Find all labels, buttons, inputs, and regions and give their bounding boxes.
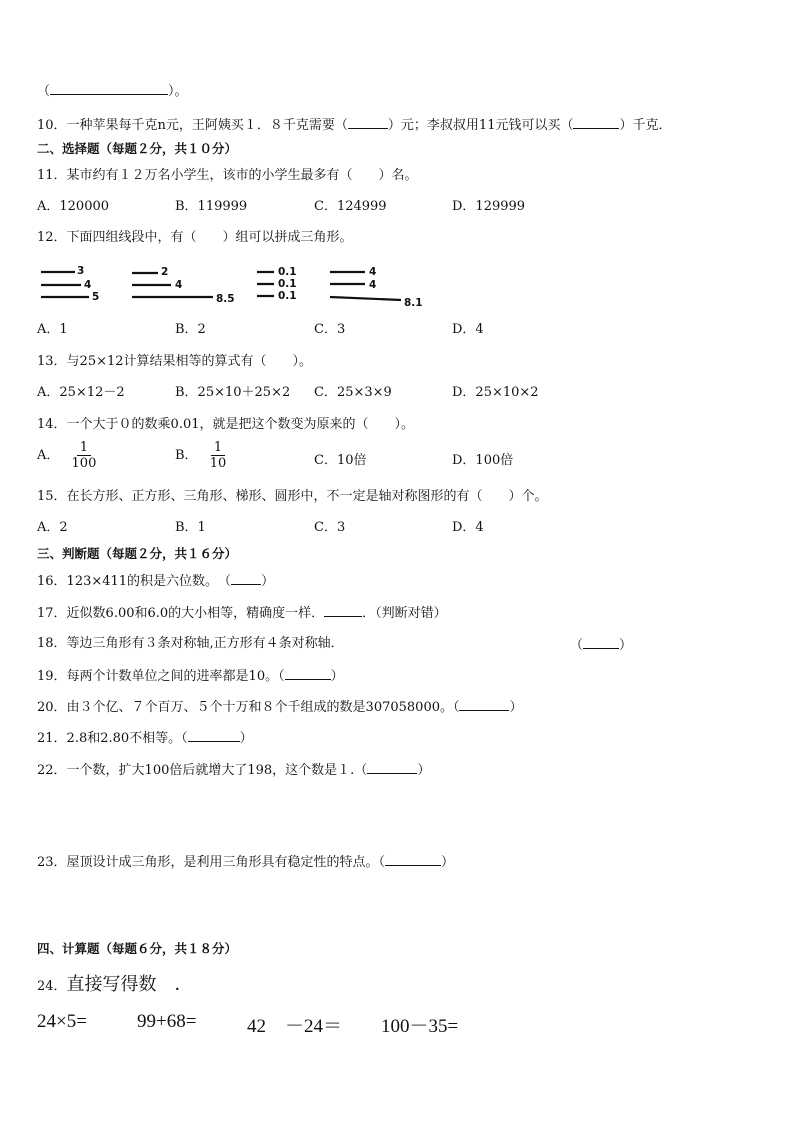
q23-blank[interactable] [385, 853, 441, 866]
q22-blank[interactable] [367, 761, 417, 774]
q14-option-a[interactable] [37, 440, 96, 471]
calc-item[interactable]: 24×5= [37, 1011, 87, 1032]
q10-blank-2[interactable] [573, 116, 619, 129]
q14-stem: 14．一个大于０的数乘0.01，就是把这个数变为原来的（ ）。 [37, 417, 414, 432]
q19-close: ） [330, 669, 344, 684]
q21-text: 21．2.8和2.80不相等。（ [37, 731, 188, 746]
q12-option-c[interactable]: C．3 [314, 322, 346, 337]
q17-blank[interactable] [324, 604, 362, 617]
q10 [37, 116, 671, 134]
section-calc-heading: 四、计算题（每题６分，共１８分） [37, 941, 238, 956]
q17-text: 17．近似数6.00和6.0的大小相等，精确度一样． [37, 606, 325, 621]
calc-item[interactable]: 99+68= [137, 1011, 197, 1032]
q22-close: ） [417, 763, 431, 778]
q12-option-b[interactable]: B．2 [175, 322, 206, 337]
segment-line [330, 297, 401, 300]
q20-text: 20．由３个亿、７个百万、５个十万和８个千组成的数是307058000。（ [37, 700, 460, 715]
q21 [37, 729, 253, 747]
q13-option-b[interactable]: B．25×10＋25×2 [175, 385, 291, 400]
q19-text: 19．每两个计数单位之间的进率都是10。（ [37, 669, 285, 684]
q15-option-b[interactable]: B．1 [175, 520, 206, 535]
q18-text: 18．等边三角形有３条对称轴,正方形有４条对称轴． [37, 636, 344, 651]
q18-answer [570, 636, 632, 654]
q13-option-a[interactable]: A．25×12－2 [37, 385, 125, 400]
q20-blank[interactable] [459, 698, 509, 711]
segment-label: 4 [369, 266, 377, 278]
q16-close: ） [261, 574, 275, 589]
q9-blank[interactable] [50, 82, 168, 95]
q23 [37, 853, 454, 871]
segment-label: 2 [161, 266, 169, 278]
q17 [37, 604, 447, 622]
q11-option-b[interactable]: B．119999 [175, 199, 248, 214]
q15-option-d[interactable]: D．4 [452, 520, 484, 535]
segment-label: 0.1 [278, 278, 297, 290]
q14-option-b-fraction [210, 440, 227, 471]
calc-item[interactable]: 100－35= [381, 1016, 459, 1037]
q17-tail: ．（判断对错） [362, 606, 447, 621]
q12-option-d[interactable]: D．4 [452, 322, 484, 337]
section-choice-heading: 二、选择题（每题２分，共１０分） [37, 141, 238, 156]
q24-number: 24． [37, 979, 67, 994]
q12-segment-figure [35, 262, 435, 310]
q23-text: 23．屋顶设计成三角形，是利用三角形具有稳定性的特点。（ [37, 855, 386, 870]
q11-stem: 11．某市约有１２万名小学生，该市的小学生最多有（ ）名。 [37, 168, 418, 183]
q13-stem: 13．与25×12计算结果相等的算式有（ ）。 [37, 354, 313, 369]
q9-open: （ [37, 84, 51, 99]
q11-option-a[interactable]: A．120000 [37, 199, 110, 214]
q13-option-d[interactable]: D．25×10×2 [452, 385, 539, 400]
q15-option-c[interactable]: C．3 [314, 520, 346, 535]
q19-blank[interactable] [285, 667, 331, 680]
q14-option-a-fraction [72, 440, 97, 471]
segment-label: 5 [92, 291, 100, 303]
segment-label: 8.1 [404, 297, 423, 309]
section-judge-heading: 三、判断题（每题２分，共１６分） [37, 546, 238, 561]
q13-option-c[interactable]: C．25×3×9 [314, 385, 392, 400]
q14-option-c[interactable]: C．10倍 [314, 453, 367, 468]
q14-option-d[interactable]: D．100倍 [452, 453, 514, 468]
q12-option-a[interactable]: A．1 [37, 322, 68, 337]
q15-stem: 15．在长方形、正方形、三角形、梯形、圆形中，不一定是轴对称图形的有（ ）个。 [37, 489, 548, 504]
fraction-denominator: 10 [209, 456, 227, 471]
segment-label: 4 [369, 279, 377, 291]
q9-close: ）。 [168, 84, 188, 99]
q11-option-c[interactable]: C．124999 [314, 199, 387, 214]
segment-label: 0.1 [278, 290, 297, 302]
q22-text: 22．一个数，扩大100倍后就增大了198，这个数是１.（ [37, 763, 368, 778]
q24-title-line [37, 970, 193, 996]
q14-option-b[interactable] [175, 440, 226, 471]
segment-label: 4 [175, 279, 183, 291]
fraction-denominator: 100 [71, 456, 97, 471]
q16 [37, 572, 274, 590]
q15-option-a[interactable]: A．2 [37, 520, 68, 535]
segment-label: 4 [84, 279, 92, 291]
q18-close: ） [619, 638, 633, 653]
q12-stem: 12．下面四组线段中，有（ ）组可以拼成三角形。 [37, 230, 353, 245]
fraction-numerator: 1 [77, 440, 91, 456]
segment-label: 3 [77, 265, 85, 277]
q16-text: 16．123×411的积是六位数。 （ [37, 574, 232, 589]
q10-blank-1[interactable] [348, 116, 388, 129]
q10-text-1: 10．一种苹果每千克n元，王阿姨买１．８千克需要（ [37, 118, 348, 133]
q14-option-a-label: A． [37, 448, 60, 463]
q22 [37, 761, 430, 779]
q21-close: ） [239, 731, 253, 746]
q11-option-d[interactable]: D．129999 [452, 199, 526, 214]
q9-answer-line [37, 82, 188, 100]
q21-blank[interactable] [188, 729, 240, 742]
q23-close: ） [441, 855, 455, 870]
segment-label: 0.1 [278, 266, 297, 278]
q20 [37, 698, 523, 716]
fraction-numerator: 1 [211, 440, 225, 456]
q24-title: 直接写得数 ． [66, 974, 193, 995]
q20-close: ） [509, 700, 523, 715]
calc-item[interactable]: 42 －24＝ [247, 1016, 343, 1037]
q18-open: （ [570, 638, 584, 653]
q16-blank[interactable] [231, 572, 261, 585]
q19 [37, 667, 344, 685]
q10-text-3: ）千克． [619, 118, 672, 133]
q18-blank[interactable] [583, 636, 619, 649]
q14-option-b-label: B． [175, 448, 198, 463]
segment-label: 8.5 [216, 293, 235, 305]
q10-text-2: ）元；李叔叔用11元钱可以买（ [387, 118, 574, 133]
